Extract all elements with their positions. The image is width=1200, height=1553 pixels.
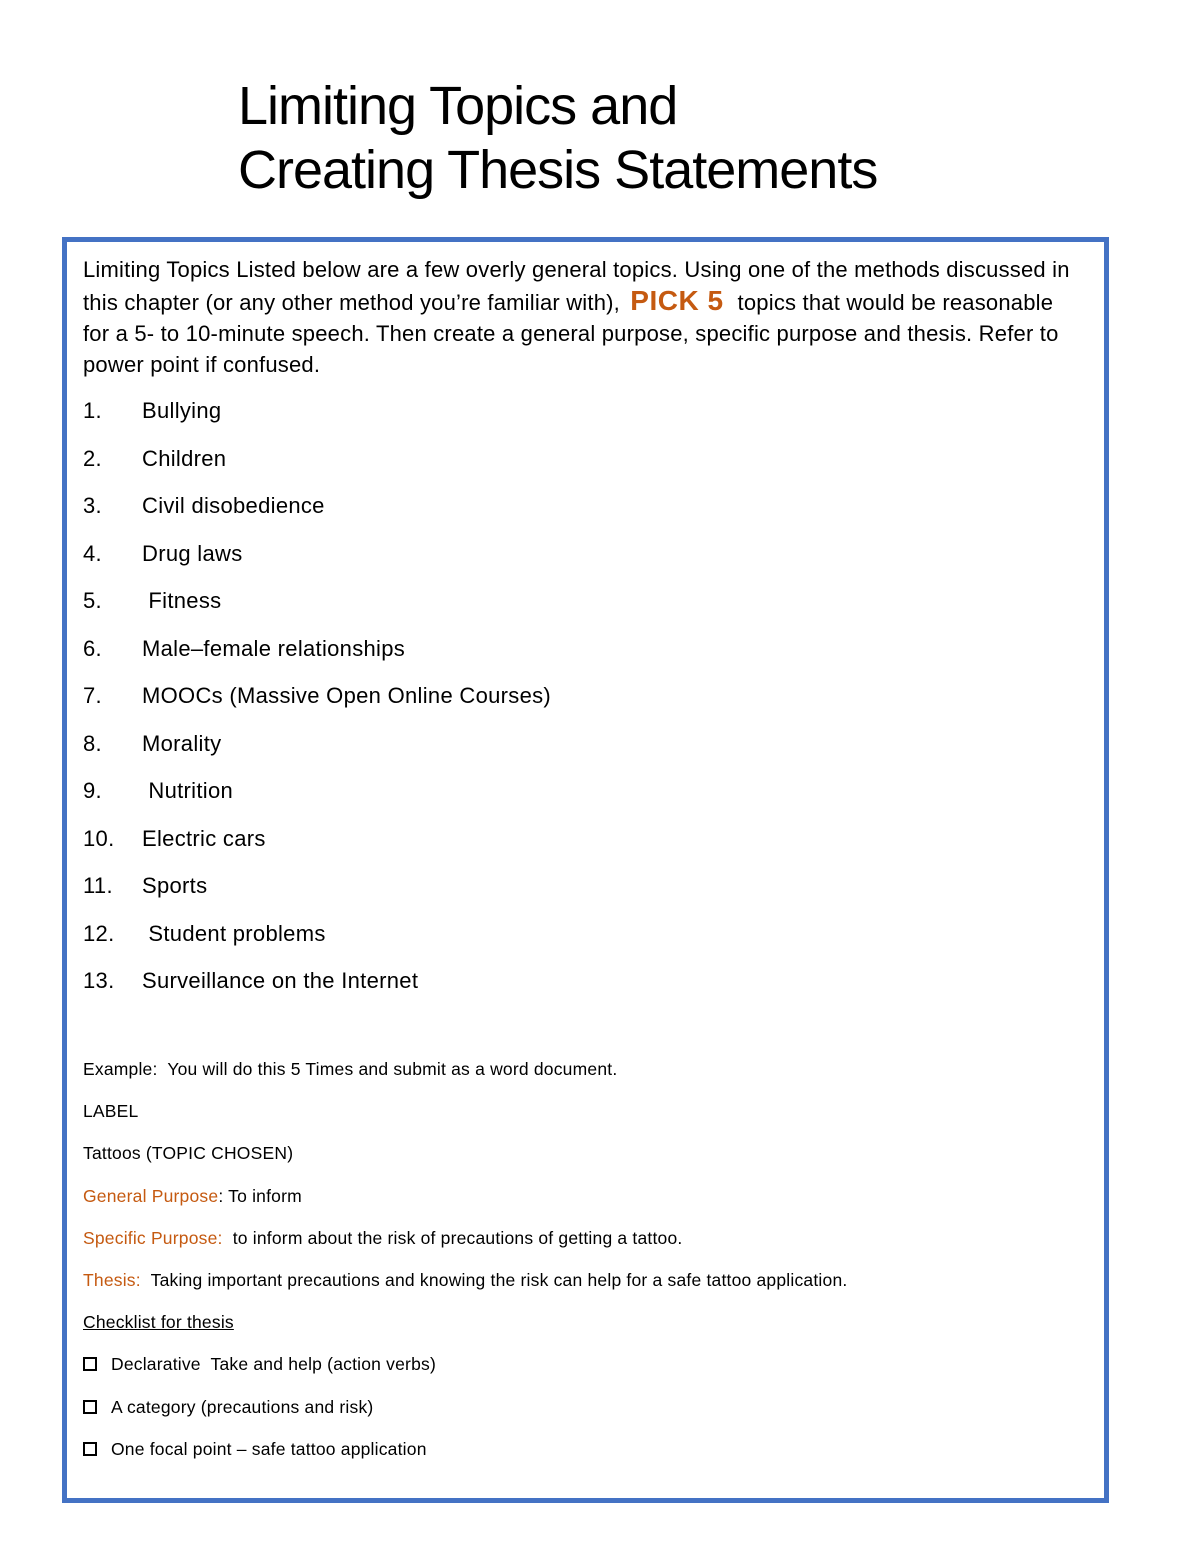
intro-text-after: topics that would be reasonable for a 5- to 10-minute speech. Then create a general purpose, specific purpose and thesis. Refer to power point if confused.: [83, 290, 1059, 377]
item-number: 12.: [83, 920, 115, 946]
general-purpose-value: : To inform: [218, 1185, 302, 1206]
item-number: 11.: [83, 873, 113, 898]
thesis-row: [83, 1268, 847, 1310]
item-label: Nutrition: [142, 778, 234, 803]
specific-purpose-label: Specific Purpose:: [83, 1227, 223, 1248]
item-number: 10.: [83, 825, 115, 851]
checklist-item-label: Declarative Take and help (action verbs): [111, 1354, 436, 1375]
checklist-item-label: A category (precautions and risk): [111, 1396, 374, 1417]
example-section: [83, 1057, 847, 1479]
item-label: Drug laws: [142, 540, 243, 566]
list-item: [83, 776, 551, 824]
list-item: [83, 539, 551, 587]
pick-highlight: PICK 5: [630, 285, 724, 316]
list-item: [83, 491, 551, 539]
item-label: Male–female relationships: [142, 635, 406, 661]
checklist-item: [83, 1352, 847, 1394]
general-purpose-row: [83, 1184, 847, 1226]
checklist-item-label: One focal point – safe tattoo application: [111, 1438, 427, 1459]
intro-paragraph: [83, 254, 1073, 380]
item-number: 1.: [83, 398, 102, 423]
general-purpose-label: General Purpose: [83, 1185, 219, 1206]
list-item: [83, 586, 551, 634]
item-label: Morality: [142, 730, 222, 756]
list-item: [83, 871, 551, 919]
list-item: [83, 919, 551, 967]
intro-text-before: Limiting Topics Listed below are a few overly general topics. Using one of the methods discussed in this chapter (or any other method you’re familiar with),: [83, 257, 1070, 315]
list-item: [83, 729, 551, 777]
example-intro: Example: You will do this 5 Times and submit as a word document.: [83, 1059, 618, 1079]
item-number: 7.: [83, 683, 102, 708]
checkbox-icon: [83, 1400, 97, 1414]
checklist-title: Checklist for thesis: [83, 1312, 234, 1333]
title-line-1: Limiting Topics and: [238, 76, 678, 136]
item-label: Bullying: [142, 398, 222, 423]
example-topic-chosen: Tattoos (TOPIC CHOSEN): [83, 1143, 294, 1164]
list-item: [83, 396, 551, 444]
item-label: Sports: [142, 873, 208, 898]
item-label: Surveillance on the Internet: [142, 968, 419, 993]
specific-purpose-row: [83, 1226, 847, 1268]
list-item: [83, 966, 551, 1014]
list-item: [83, 444, 551, 492]
item-number: 13.: [83, 968, 115, 993]
checkbox-icon: [83, 1442, 97, 1456]
item-number: 4.: [83, 540, 102, 566]
example-label: LABEL: [83, 1101, 139, 1122]
checkbox-icon: [83, 1357, 97, 1371]
item-number: 3.: [83, 493, 102, 518]
item-label: Student problems: [142, 920, 326, 946]
topic-list: [83, 396, 551, 1014]
checklist-item: [83, 1395, 847, 1437]
specific-purpose-value: to inform about the risk of precautions of getting a tattoo.: [222, 1227, 683, 1248]
item-label: Children: [142, 445, 227, 471]
assignment-box: [62, 237, 1109, 1503]
item-number: 6.: [83, 635, 102, 661]
item-number: 2.: [83, 445, 102, 471]
thesis-value: Taking important precautions and knowing the risk can help for a safe tattoo application.: [140, 1269, 848, 1290]
item-label: Civil disobedience: [142, 493, 325, 518]
item-number: 9.: [83, 778, 102, 803]
page-title: [238, 74, 877, 202]
item-label: Electric cars: [142, 825, 266, 851]
list-item: [83, 634, 551, 682]
checklist-item: [83, 1437, 847, 1479]
item-label: MOOCs (Massive Open Online Courses): [142, 683, 552, 708]
thesis-label: Thesis:: [83, 1269, 141, 1290]
item-label: Fitness: [142, 588, 222, 613]
item-number: 5.: [83, 588, 102, 613]
list-item: [83, 824, 551, 872]
list-item: [83, 681, 551, 729]
title-line-2: Creating Thesis Statements: [238, 140, 878, 200]
item-number: 8.: [83, 730, 102, 756]
